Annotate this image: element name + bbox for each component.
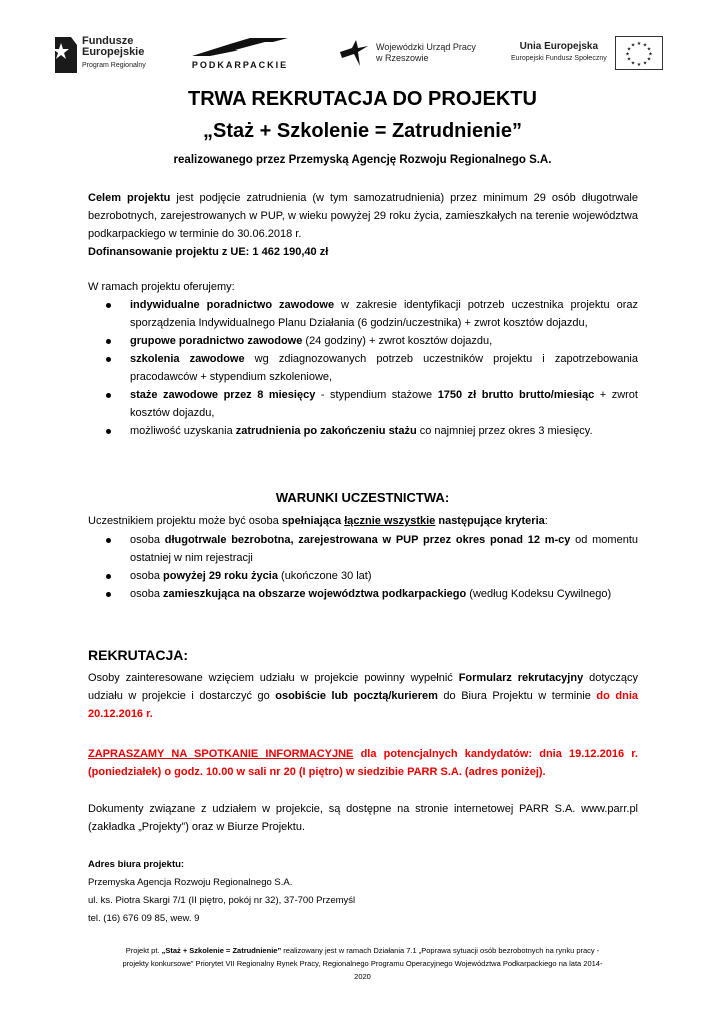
svg-text:★: ★ [626,56,631,63]
fundusze-europejskie-logo [55,30,146,76]
goal-text: jest podjęcie zatrudnienia (w tym samozatrudnienia) przez minimum 29 osób długotrwale bezrobotnych, zarejestrowanych w PUP, w wieku powyżej 29 roku życia, zamieszkałych na terenie województwa podkarpackiego w terminie do 30.06.2018 r. [88,192,638,240]
address-label: Adres biura projektu: [88,859,185,870]
fe-line3: Program Regionalny [82,61,146,69]
list-item: możliwość uzyskania zatrudnienia po zakończeniu stażu co najmniej przez okres 3 miesięcy. [88,422,638,440]
wup-line1: Wojewódzki Urząd Pracy [376,42,476,52]
list-item: grupowe poradnictwo zawodowe (24 godziny) + zwrot kosztów dojazdu, [88,332,638,350]
project-name: „Staż + Szkolenie = Zatrudnienie” [203,120,522,142]
offer-list [88,296,638,440]
svg-text:★: ★ [647,51,653,58]
eu-logo [511,30,663,76]
project-goal [88,189,638,243]
svg-text:★: ★ [636,62,641,68]
list-item: osoba powyżej 29 roku życia (ukończone 30 lat) [88,567,638,585]
wup-line2: w Rzeszowie [376,53,429,63]
list-item: staże zawodowe przez 8 miesięcy - stypendium stażowe 1750 zł brutto brutto/miesiąc + zwrot kosztów dojazdu, [88,386,638,422]
fe-line1: Fundusze [82,34,134,47]
eu-flag-icon [615,36,663,70]
footer-note: Projekt pt. „Staż + Szkolenie = Zatrudnienie” realizowany jest w ramach Działania 7.1 „Poprawa sytuacji osób bezrobotnych na rynku pracy - projekty konkursowe” Priorytet VII Regionalny Rynek Pracy, Regionalnego Programu Operacyjnego Województwa Podkarpackiego na lata 2014-2020 [122,946,603,981]
address-block [88,856,638,928]
svg-text:★: ★ [624,51,630,58]
svg-text:★: ★ [630,60,635,67]
podkarpackie-text: PODKARPACKIE [191,60,289,70]
conditions-list [88,531,638,603]
wup-logo [338,30,476,76]
conditions-lead: Uczestnikiem projektu może być osoba spełniająca łącznie wszystkie następujące kryteria: [88,515,548,527]
svg-text:★: ★ [642,42,647,49]
ue-line2: Europejski Fundusz Społeczny [511,55,607,62]
offer-lead: W ramach projektu oferujemy: [88,281,235,293]
ue-line1: Unia Europejska [519,41,599,52]
list-item: indywidualne poradnictwo zawodowe w zakresie identyfikacji potrzeb uczestnika projektu oraz sporządzenia Indywidualnego Planu Działania (6 godzin/uczestnika) + zwrot kosztów dojazdu, [88,296,638,332]
list-item: szkolenia zawodowe wg zdiagnozowanych potrzeb uczestników projektu i zapotrzebowania pracodawców + stypendium szkoleniowe, [88,350,638,386]
meeting-invitation: ZAPRASZAMY NA SPOTKANIE INFORMACYJNE dla potencjalnych kandydatów: dnia 19.12.2016 r. (poniedziałek) o godz. 10.00 w sali nr 20 (I piętro) w siedzibie PARR S.A. (adres poniżej). [88,748,638,778]
address-line2: ul. ks. Piotra Skargi 7/1 (II piętro, pokój nr 32), 37-700 Przemyśl [88,895,356,906]
logo-bar [55,30,670,76]
funding-line: Dofinansowanie projektu z UE: 1 462 190,40 zł [88,246,329,258]
conditions-heading: WARUNKI UCZESTNICTWA: [275,490,450,505]
podkarpackie-wing-icon [190,36,290,58]
list-item: osoba długotrwale bezrobotna, zarejestrowana w PUP przez okres ponad 12 m-cy od momentu ostatniej w nim rejestracji [88,531,638,567]
recruitment-text: Osoby zainteresowane wzięciem udziału w projekcie powinny wypełnić Formularz rekrutacyjny dotyczący udziału w projekcie i dostarczyć go osobiście lub pocztą/kurierem do Biura Projektu w terminie do dnia 20.12.2016 r. [88,672,639,720]
svg-text:★: ★ [626,46,631,53]
podkarpackie-logo [190,30,290,76]
recruitment-heading: REKRUTACJA: [88,647,189,663]
documents-info: Dokumenty związane z udziałem w projekcie, są dostępne na stronie internetowej PARR S.A. www.parr.pl (zakładka „Projekty”) oraz w Biurze Projektu. [88,803,638,833]
svg-text:★: ★ [646,56,651,63]
address-phone: tel. (16) 676 09 85, wew. 9 [88,913,200,924]
list-item: osoba zamieszkująca na obszarze województwa podkarpackiego (według Kodeksu Cywilnego) [88,585,638,603]
goal-label: Celem projektu [88,192,171,204]
page-subtitle: realizowanego przez Przemyską Agencję Rozwoju Regionalnego S.A. [173,154,552,166]
recruitment-deadline: do dnia 20.12.2016 r. [88,690,639,720]
fe-line2: Europejskie [82,45,145,58]
svg-text:★: ★ [646,46,651,53]
address-line1: Przemyska Agencja Rozwoju Regionalnego S.A. [88,877,293,888]
page-title: TRWA REKRUTACJA DO PROJEKTU [188,88,537,110]
svg-text:★: ★ [630,42,635,49]
svg-text:★: ★ [636,41,641,47]
wup-bird-icon [338,38,370,68]
svg-text:★: ★ [642,60,647,67]
fe-star-icon [55,33,77,73]
